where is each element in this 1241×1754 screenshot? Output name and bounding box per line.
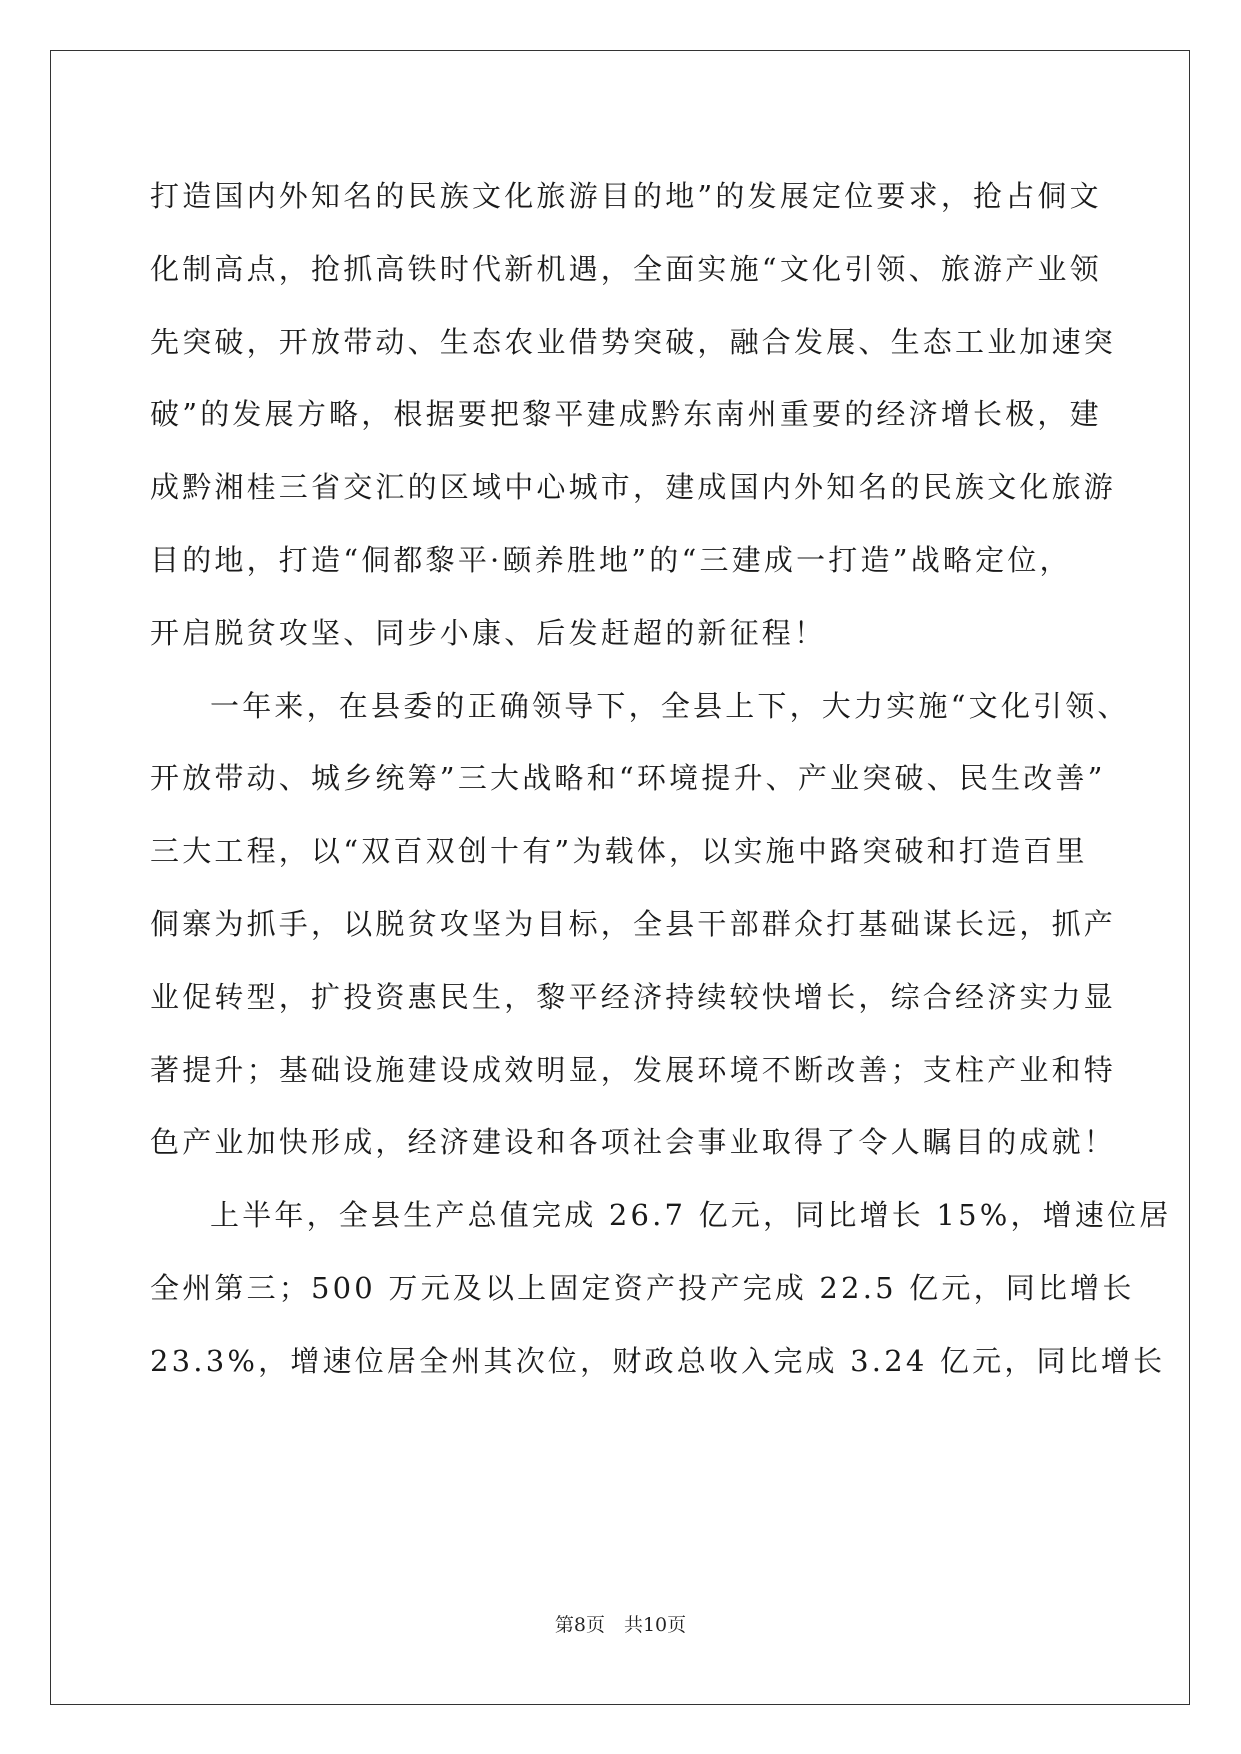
text-line: 三大工程，以“双百双创十有”为载体，以实施中路突破和打造百里 xyxy=(150,834,1088,869)
text-line: 打造国内外知名的民族文化旅游目的地”的发展定位要求，抢占侗文 xyxy=(150,179,1102,213)
text-line: 开放带动、城乡统筹”三大战略和“环境提升、产业突破、民生改善” xyxy=(150,761,1106,796)
text-line: 破”的发展方略，根据要把黎平建成黔东南州重要的经济增长极，建 xyxy=(150,397,1102,432)
text-line: 化制高点，抢抓高铁时代新机遇，全面实施“文化引领、旅游产业领 xyxy=(150,251,1102,286)
document-body xyxy=(150,160,1172,1398)
text-line: 全州第三；500 万元及以上固定资产投产完成 22.5 亿元，同比增长 xyxy=(150,1270,1135,1305)
text-line: 成黔湘桂三省交汇的区域中心城市，建成国内外知名的民族文化旅游 xyxy=(150,470,1117,505)
text-line: 开启脱贫攻坚、同步小康、后发赶超的新征程！ xyxy=(150,615,827,650)
page-number-footer: 第8页 共10页 xyxy=(554,1614,687,1636)
text-line: 先突破，开放带动、生态农业借势突破，融合发展、生态工业加速突 xyxy=(150,324,1117,359)
paragraph-first-line: 上半年，全县生产总值完成 26.7 亿元，同比增长 15%，增速位居 xyxy=(210,1198,1172,1233)
text-line: 目的地，打造“侗都黎平·颐养胜地”的“三建成一打造”战略定位， xyxy=(150,542,1072,577)
text-line: 侗寨为抓手，以脱贫攻坚为目标，全县干部群众打基础谋长远，抓产 xyxy=(150,906,1117,941)
text-line: 著提升；基础设施建设成效明显，发展环境不断改善；支柱产业和特 xyxy=(150,1052,1117,1087)
paragraph-first-line: 一年来，在县委的正确领导下，全县上下，大力实施“文化引领、 xyxy=(210,688,1130,723)
text-line: 业促转型，扩投资惠民生，黎平经济持续较快增长，综合经济实力显 xyxy=(150,979,1117,1014)
text-line: 23.3%，增速位居全州其次位，财政总收入完成 3.24 亿元，同比增长 xyxy=(150,1343,1166,1378)
text-line: 色产业加快形成，经济建设和各项社会事业取得了令人瞩目的成就！ xyxy=(150,1125,1117,1160)
